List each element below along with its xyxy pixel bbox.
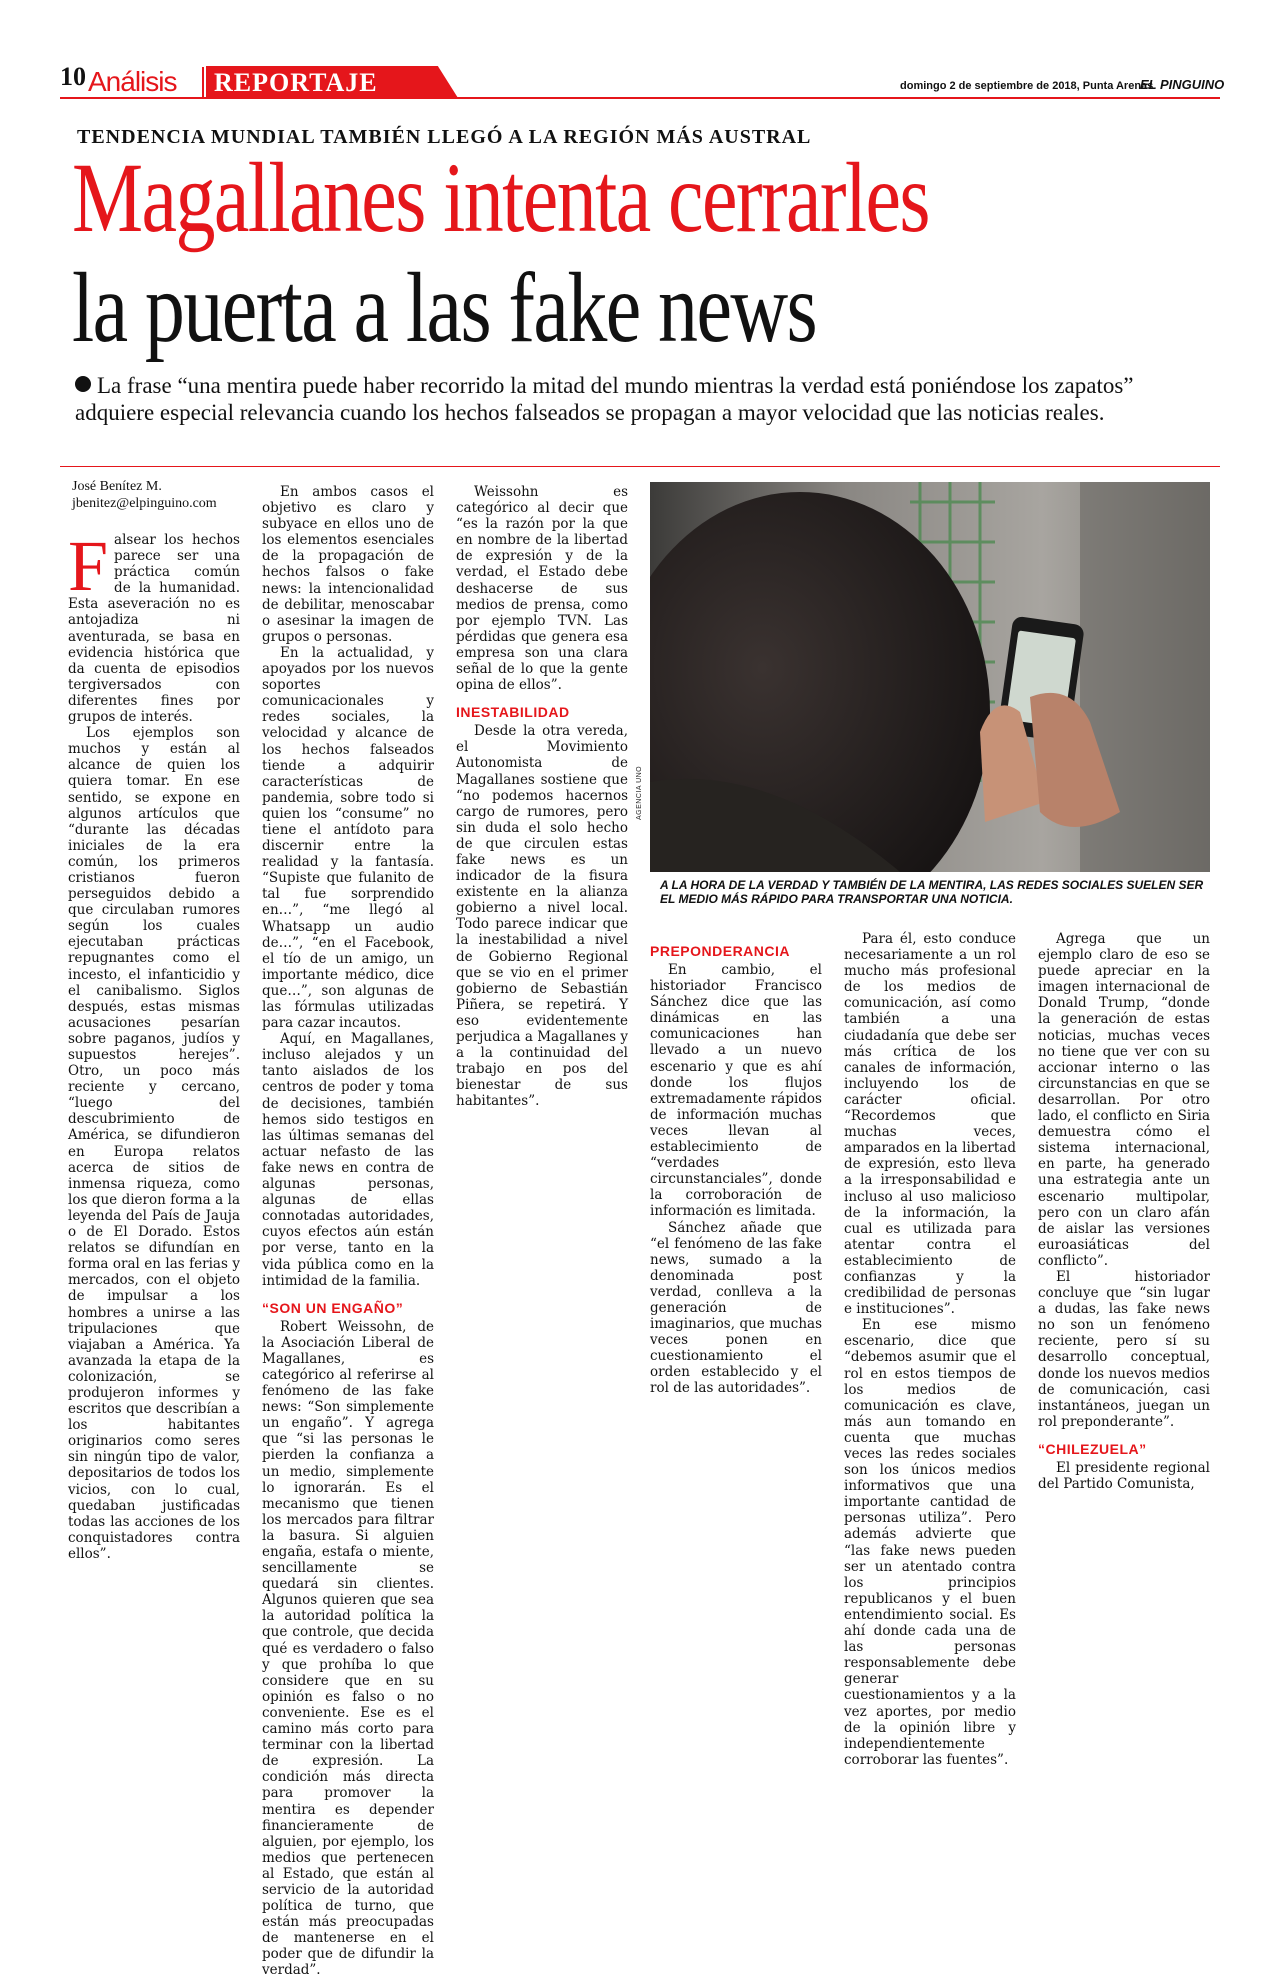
paragraph: Robert Weissohn, de la Asociación Liberal de Magallanes, es categórico al referirse al fenómeno de las fake news: “Son simplemente un engaño”. Y agrega que “si las personas le pierden la confianza a un medio, simplemente lo ignorarán. Es el mecanismo que tienen los mercados para filtrar la basura. Si alguien engaña, estafa o miente, sencillamente se quedará sin clientes. Algunos quieren que sea la autoridad política la que controle, que decida qué es verdadero o falso y que prohíba lo que considere que en su opinión es falso o no conveniente. Ese es el camino más corto para terminar con la libertad de expresión. La condición más directa para promover la mentira es depender financieramente de alguien, por ejemplo, los medios que pertenecen al Estado, que están al servicio de la autoridad política de turno, que están más preocupadas de mantenerse en el poder que de difundir la verdad”. xyxy=(262,1318,434,1979)
headline-line-1: Magallanes intenta cerrarles xyxy=(72,142,929,253)
deck-rule xyxy=(60,466,1220,467)
column-2 xyxy=(262,484,434,1979)
paragraph: Desde la otra vereda, el Movimiento Autonomista de Magallanes sostiene que “no podemos hacernos cargo de rumores, pero sin duda el solo hecho de que circulen estas fake news es un indicador de la fisura existente en la alianza gobierno a nivel local. Todo parece indicar que la inestabilidad a nivel de Gobierno Regional que se vio en el primer gobierno de Sebastián Piñera, se repetirá. Y eso evidentemente perjudica a Magallanes y a la continuidad del trabajo en pos del bienestar de sus habitantes”. xyxy=(456,723,628,1110)
kicker: TENDENCIA MUNDIAL TAMBIÉN LLEGÓ A LA REGIÓN MÁS AUSTRAL xyxy=(77,126,812,148)
paragraph: El presidente regional del Partido Comunista, xyxy=(1038,1459,1210,1492)
photo-credit: AGENCIA UNO xyxy=(636,765,643,820)
photo-caption: A LA HORA DE LA VERDAD Y TAMBIÉN DE LA MENTIRA, LAS REDES SOCIALES SUELEN SER EL MEDIO MÁS RÁPIDO PARA TRANSPORTAR UNA NOTICIA. xyxy=(660,878,1204,906)
column-5 xyxy=(844,931,1016,1768)
phone-user-illustration xyxy=(650,482,1210,872)
headline-line-2: la puerta a las fake news xyxy=(72,252,817,363)
subheading: “SON UN ENGAÑO” xyxy=(262,1299,404,1316)
dateline: domingo 2 de septiembre de 2018, Punta Arenas xyxy=(900,80,1154,92)
column-4 xyxy=(650,942,822,1397)
paragraph: Agrega que un ejemplo claro de eso se puede apreciar en la imagen internacional de Donald Trump, “donde la generación de estas noticias, muchas veces no tiene que ver con su accionar interno o las circunstancias en que se desarrollan. Por otro lado, el conflicto en Siria demuestra cómo el sistema internacional, en parte, ha generado una estrategia ante un escenario multipolar, pero con un claro afán de aislar las versiones euroasiáticas del conflicto”. xyxy=(1038,931,1210,1269)
paragraph: En cambio, el historiador Francisco Sánchez dice que las dinámicas en las comunicaciones han llevado a un nuevo escenario y que es ahí donde los flujos extremadamente rápidos de información muchas veces llevan al establecimiento de “verdades circunstanciales”, donde la corroboración de información es limitada. xyxy=(650,962,822,1220)
column-1 xyxy=(68,526,240,1562)
author-name: José Benítez M. xyxy=(72,479,162,494)
masthead-logo: EL PINGUINO xyxy=(1140,77,1225,92)
column-6 xyxy=(1038,931,1210,1492)
paragraph: El historiador concluye que “sin lugar a dudas, las fake news no son un fenómeno reciente, pero sí su desarrollo conceptual, donde los nuevos medios de comunicación, casi instantáneos, juegan un rol preponderante”. xyxy=(1038,1268,1210,1430)
paragraph: En la actualidad, y apoyados por los nuevos soportes comunicacionales y redes sociales, la velocidad y alcance de los hechos falseados tiende a adquirir características de pandemia, sobre todo si quien los “consume” no tiene el antídoto para discernir entre la realidad y la fantasía. “Supiste que fulanito de tal fue sorprendido en…”, “me llegó al Whatsapp un audio de…”, “en el Facebook, el tío de un amigo, un importante médico, dice que…”, son algunas de las fórmulas utilizadas para cazar incautos. xyxy=(262,644,434,1032)
subheading: INESTABILIDAD xyxy=(456,704,570,721)
deck xyxy=(75,372,1215,426)
page-number: 10 xyxy=(60,62,86,91)
paragraph: Para él, esto conduce necesariamente a un rol mucho más profesional de los medios de comunicación, así como también a una ciudadanía que debe ser más crítica de los canales de información, incluyendo los de carácter oficial. “Recordemos que muchas veces, amparados en la libertad de expresión, esto lleva a la irresponsabilidad e incluso al uso malicioso de la información, la cual es utilizada para atentar contra el establecimiento de confianzas y la credibilidad de personas e instituciones”. xyxy=(844,931,1016,1318)
paragraph: Los ejemplos son muchos y están al alcance de quien los quiera tomar. En ese sentido, se expone en algunos artículos que “durante las décadas iniciales de la era común, los primeros cristianos fueron perseguidos debido a que circulaban rumores según los cuales ejecutaban prácticas repugnantes como el incesto, el infanticidio y el canibalismo. Siglos después, estas mismas acusaciones pesarían sobre paganos, judíos y supuestos herejes”. Otro, un poco más reciente y cercano, “luego del descubrimiento de América, se difundieron en Europa relatos acerca de sitios de inmensa riqueza, como los que dieron forma a la leyenda del País de Jauja o de El Dorado. Estos relatos se difundían en forma oral en las ferias y mercados, con el objeto de impulsar a los hombres a unirse a las tripulaciones que viajaban a América. Ya avanzada la etapa de la colonización, se produjeron informes y escritos que describían a los habitantes originarios como seres sin ningún tipo de valor, depositarios de todos los vicios, con lo cual, quedaban justificadas todas las acciones de los conquistadores contra ellos”. xyxy=(68,725,240,1562)
paragraph: Aquí, en Magallanes, incluso alejados y un tanto aislados de los centros de poder y toma de decisiones, también hemos sido testigos en las últimas semanas del actuar nefasto de las fake news en contra de algunas personas, algunas de ellas connotadas autoridades, cuyos efectos aún están por verse, tanto en la vida pública como en la intimidad de la familia. xyxy=(262,1031,434,1289)
paragraph: Sánchez añade que “el fenómeno de las fake news, sumado a la denominada post verdad, conlleva a la generación de imaginarios, que muchas veces ponen en cuestionamiento el orden establecido y el rol de las autoridades”. xyxy=(650,1219,822,1397)
subheading: “CHILEZUELA” xyxy=(1038,1440,1147,1457)
bullet-icon xyxy=(75,376,91,392)
subsection-label: REPORTAJE xyxy=(214,68,378,97)
header-rule xyxy=(60,97,1220,99)
paragraph: Weissohn es categórico al decir que “es la razón por la que en nombre de la libertad de expresión y de la verdad, el Estado debe deshacerse de sus medios de prensa, como por ejemplo TVN. Las pérdidas que genera esa empresa son una clara señal de lo que la gente opina de ellos”. xyxy=(456,484,628,694)
deck-text: La frase “una mentira puede haber recorrido la mitad del mundo mientras la verdad está poniéndose los zapatos” adquiere especial relevancia cuando los hechos falseados se propagan a mayor velocidad que las noticias reales. xyxy=(75,373,1134,425)
article-photo xyxy=(650,482,1210,872)
section-label: Análisis xyxy=(88,66,177,97)
paragraph: Falsear los hechos parece ser una práctica común de la humanidad. Esta aseveración no es antojadiza ni aventurada, se basa en evidencia histórica que da cuenta de episodios tergiversados con diferentes fines por grupos de interés. xyxy=(68,526,240,726)
drop-cap: F xyxy=(68,526,109,606)
column-3 xyxy=(456,484,628,1109)
paragraph: En ese mismo escenario, dice que “debemos asumir que el rol en estos tiempos de los medios de comunicación es clave, más aun tomando en cuenta que muchas veces las redes sociales son los únicos medios informativos que una importante cantidad de personas utiliza”. Pero además advierte que “las fake news pueden ser un atentado contra los principios republicanos y el buen entendimiento social. Es ahí donde cada una de las personas responsablemente debe generar cuestionamientos y a la vez aportes, por medio de la opinión libre y independientemente corroborar las fuentes”. xyxy=(844,1317,1016,1768)
section-divider xyxy=(202,67,204,97)
author-email[interactable]: jbenitez@elpinguino.com xyxy=(72,496,217,511)
byline xyxy=(72,478,217,512)
paragraph: En ambos casos el objetivo es claro y subyace en ellos uno de los elementos esenciales de la propagación de hechos falsos o fake news: la intencionalidad de debilitar, menoscabar o asesinar la imagen de grupos o personas. xyxy=(262,484,434,645)
subheading: PREPONDERANCIA xyxy=(650,943,791,959)
